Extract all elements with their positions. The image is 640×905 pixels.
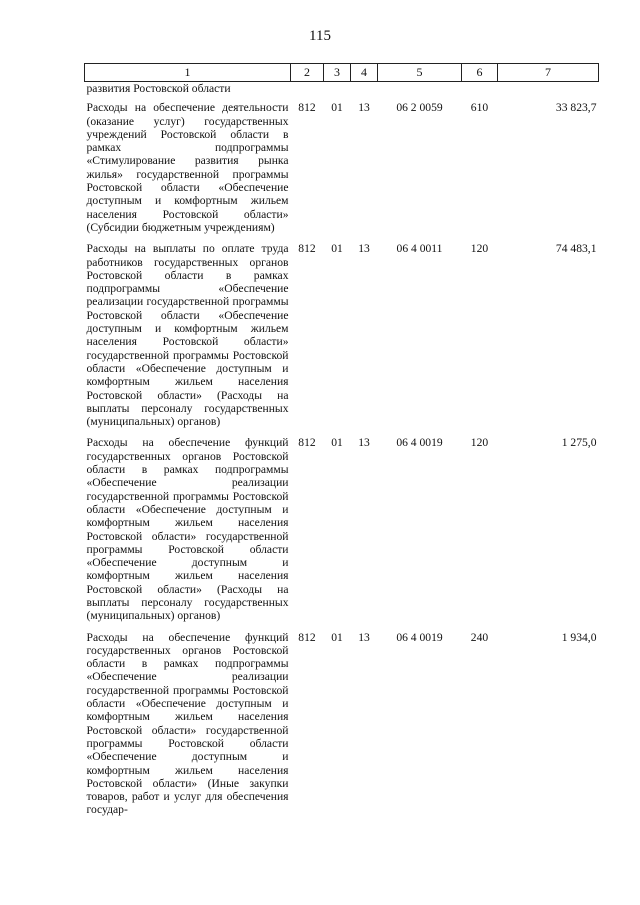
row-section-code: 01 <box>331 101 343 115</box>
row-expense-type: 610 <box>470 101 489 115</box>
table-row <box>85 436 599 630</box>
row-expense-type: 120 <box>470 436 489 450</box>
row-amount: 74 483,1 <box>555 242 597 256</box>
header-col-2: 2 <box>291 64 324 82</box>
row-subsection-code: 13 <box>358 242 370 256</box>
continuation-row <box>85 82 599 102</box>
row-subsection-code: 13 <box>358 436 370 450</box>
header-col-1: 1 <box>85 64 291 82</box>
table-row <box>85 631 599 825</box>
row-target-article: 06 4 0011 <box>396 242 443 256</box>
row-amount: 1 934,0 <box>561 630 597 644</box>
row-ministry-code: 812 <box>298 436 316 450</box>
budget-table <box>84 63 599 825</box>
row-description: Расходы на обеспечение деятельности (оказание услуг) государственных учреждений Ростовской области в рамках подпрограммы «Стимулирование развития рынка жилья» государственной программы Ростовской области «Обеспечение доступным и комфортным жильем населения Ростовской области» (Субсидии бюджетным учреждениям) <box>86 101 289 234</box>
page-number: 115 <box>309 28 331 44</box>
header-col-6: 6 <box>462 64 498 82</box>
row-subsection-code: 13 <box>358 101 370 115</box>
header-col-3: 3 <box>324 64 351 82</box>
header-col-4: 4 <box>351 64 378 82</box>
row-expense-type: 240 <box>470 630 489 644</box>
row-expense-type: 120 <box>470 242 489 256</box>
row-ministry-code: 812 <box>298 242 316 256</box>
row-description: Расходы на выплаты по оплате труда работников государственных органов Ростовской области в рамках подпрограммы «Обеспечение реализации государственной программы Ростовской области «Обеспечение доступным и комфортным жильем населения Ростовской области» государственной программы Ростовской области «Обеспечение доступным и комфортным жильем населения Ростовской области» (Расходы на выплаты персоналу государственных (муниципальных) органов) <box>86 242 289 429</box>
row-description: Расходы на обеспечение функций государственных органов Ростовской области в рамках подпрограммы «Обеспечение реализации государственной программы Ростовской области «Обеспечение доступным и комфортным жильем населения Ростовской области» государственной программы Ростовской области «Обеспечение доступным и комфортным жильем населения Ростовской области» (Иные закупки товаров, работ и услуг для обеспечения государ- <box>86 630 289 817</box>
row-target-article: 06 4 0019 <box>396 630 443 644</box>
row-target-article: 06 4 0019 <box>396 436 443 450</box>
row-ministry-code: 812 <box>298 630 316 644</box>
row-description: Расходы на обеспечение функций государственных органов Ростовской области в рамках подпрограммы «Обеспечение реализации государственной программы Ростовской области «Обеспечение доступным и комфортным жильем населения Ростовской области» государственной программы Ростовской области «Обеспечение доступным и комфортным жильем населения Ростовской области» (Расходы на выплаты персоналу государственных (муниципальных) органов) <box>86 436 289 623</box>
row-amount: 33 823,7 <box>555 101 597 115</box>
header-col-5: 5 <box>378 64 462 82</box>
row-amount: 1 275,0 <box>561 436 597 450</box>
table-row <box>85 242 599 436</box>
row-section-code: 01 <box>331 242 343 256</box>
row-subsection-code: 13 <box>358 630 370 644</box>
continuation-text: развития Ростовской области <box>86 82 231 95</box>
row-target-article: 06 2 0059 <box>396 101 443 115</box>
row-section-code: 01 <box>331 630 343 644</box>
row-section-code: 01 <box>331 436 343 450</box>
header-col-7: 7 <box>498 64 599 82</box>
row-ministry-code: 812 <box>298 101 316 115</box>
table-header-row <box>85 64 599 82</box>
table-row <box>85 101 599 242</box>
